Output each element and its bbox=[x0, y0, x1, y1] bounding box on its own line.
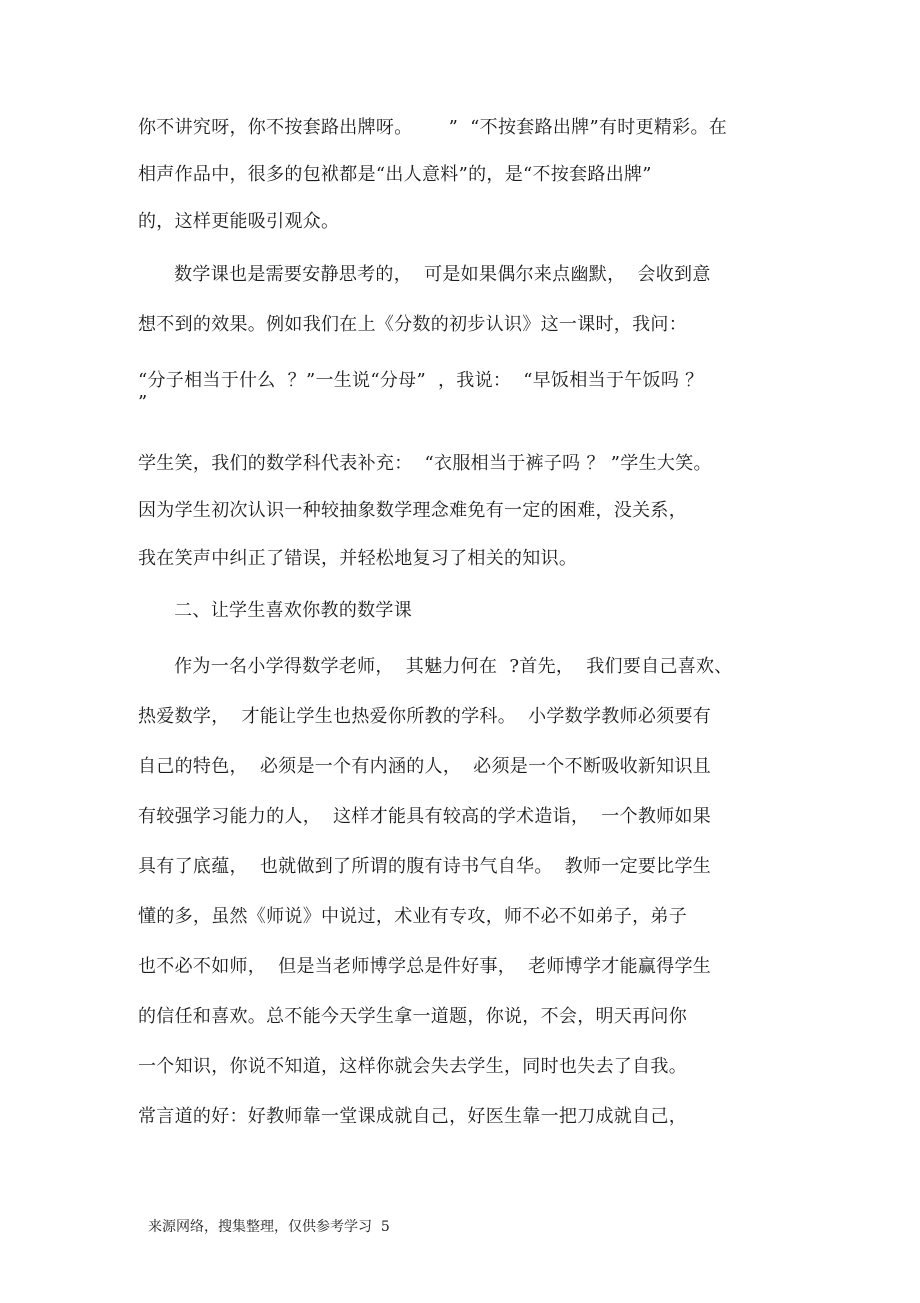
text-line-20: 常言道的好：好教师靠一堂课成就自己，好医生靠一把刀成就自己， bbox=[138, 1106, 687, 1127]
section-heading: 二、让学生喜欢你教的数学课 bbox=[138, 600, 413, 621]
text-line-6: “分子相当于什么 ？”一生说“分母” ，我说： “早饭相当于午饭吗 ？ bbox=[138, 370, 704, 391]
text-line-18: 的信任和喜欢。总不能今天学生拿一道题，你说，不会，明天再问你 bbox=[138, 1006, 687, 1027]
text-line-9: 我在笑声中纠正了错误，并轻松地复习了相关的知识。 bbox=[138, 548, 578, 569]
text-line-7: 学生笑，我们的数学科代表补充： “衣服相当于裤子吗 ？ ”学生大笑。 bbox=[138, 453, 712, 474]
text-line-1: 你不讲究呀，你不按套路出牌呀。 ” “不按套路出牌”有时更精彩。在 bbox=[138, 117, 728, 138]
text-line-11: 作为一名小学得数学老师， 其魅力何在 ?首先， 我们要自己喜欢、 bbox=[138, 656, 733, 677]
text-line-12: 热爱数学， 才能让学生也热爱你所教的学科。 小学数学教师必须要有 bbox=[138, 706, 712, 727]
text-line-16: 懂的多，虽然《师说》中说过，术业有专攻，师不必不如弟子，弟子 bbox=[138, 906, 687, 927]
text-line-8: 因为学生初次认识一种较抽象数学理念难免有一定的困难，没关系， bbox=[138, 500, 687, 521]
text-line-19: 一个知识，你说不知道，这样你就会失去学生，同时也失去了自我。 bbox=[138, 1056, 687, 1077]
text-line-4: 数学课也是需要安静思考的， 可是如果偶尔来点幽默， 会收到意 bbox=[138, 264, 711, 285]
page-footer: 来源网络，搜集整理，仅供参考学习 5 bbox=[148, 1219, 390, 1235]
text-line-3: 的，这样更能吸引观众。 bbox=[138, 211, 340, 232]
text-line-14: 有较强学习能力的人， 这样才能具有较高的学术造诣， 一个教师如果 bbox=[138, 806, 712, 827]
text-line-6b: ” bbox=[138, 392, 148, 413]
text-line-2: 相声作品中，很多的包袱都是“出人意料”的，是“不按套路出牌” bbox=[138, 164, 652, 185]
text-line-13: 自己的特色， 必须是一个有内涵的人， 必须是一个不断吸收新知识且 bbox=[138, 756, 712, 777]
text-line-15: 具有了底蕴， 也就做到了所谓的腹有诗书气自华。 教师一定要比学生 bbox=[138, 856, 712, 877]
text-line-5: 想不到的效果。例如我们在上《分数的初步认识》这一课时，我问： bbox=[138, 314, 687, 335]
text-line-17: 也不必不如师， 但是当老师博学总是件好事， 老师博学才能赢得学生 bbox=[138, 956, 712, 977]
